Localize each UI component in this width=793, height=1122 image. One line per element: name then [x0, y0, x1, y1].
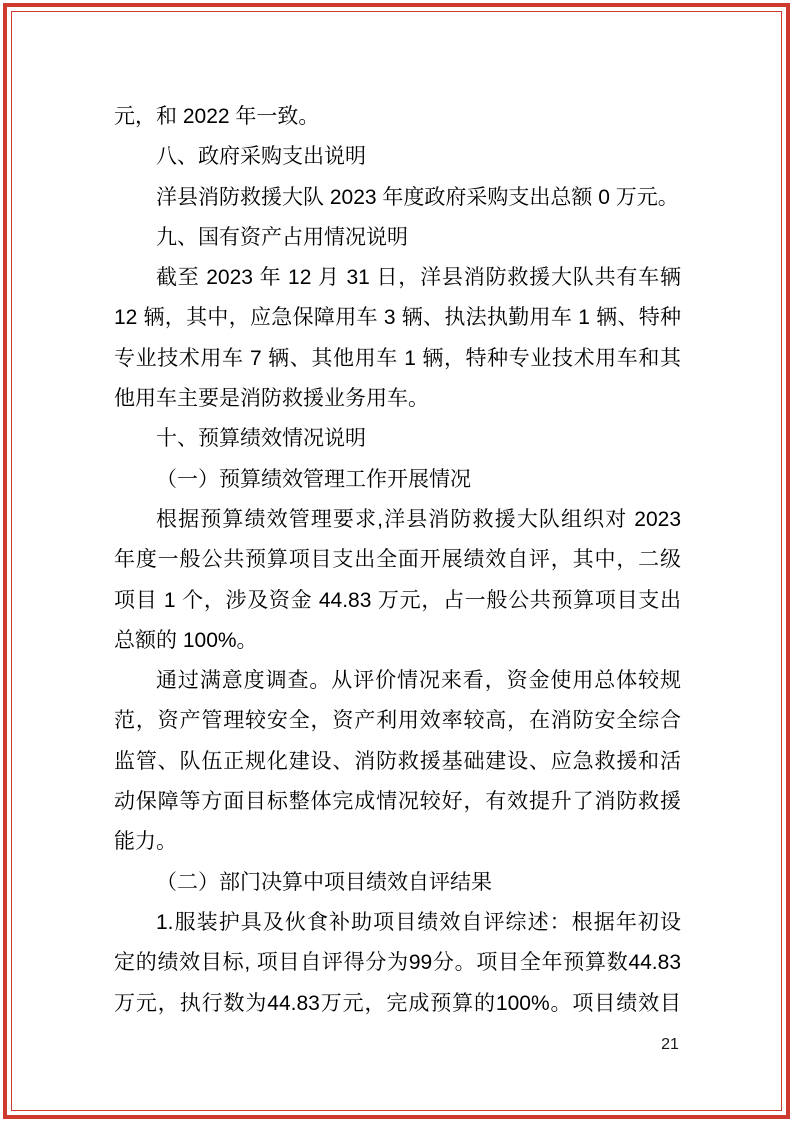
body-line: 范，资产管理较安全，资产利用效率较高，在消防安全综合 — [114, 709, 681, 733]
body-line: 监管、队伍正规化建设、消防救援基础建设、应急救援和活 — [114, 749, 681, 773]
heading-section-9: 九、国有资产占用情况说明 — [156, 225, 408, 249]
body-line: 根据预算绩效管理要求,洋县消防救援大队组织对 2023 — [156, 507, 681, 531]
body-line: 总额的 100%。 — [114, 628, 258, 652]
body-line: 项目 1 个，涉及资金 44.83 万元，占一般公共预算项目支出 — [114, 588, 681, 612]
body-line: 通过满意度调查。从评价情况来看，资金使用总体较规 — [156, 669, 681, 693]
body-line: 能力。 — [114, 830, 177, 854]
body-line: 截至 2023 年 12 月 31 日，洋县消防救援大队共有车辆 — [156, 266, 681, 290]
heading-section-10: 十、预算绩效情况说明 — [156, 427, 366, 451]
heading-subsection-2: （二）部门决算中项目绩效自评结果 — [156, 870, 492, 894]
body-line: 专业技术用车 7 辆、其他用车 1 辆，特种专业技术用车和其 — [114, 346, 681, 370]
heading-subsection-1: （一）预算绩效管理工作开展情况 — [156, 467, 471, 491]
heading-section-8: 八、政府采购支出说明 — [156, 145, 366, 169]
body-line: 1.服装护具及伙食补助项目绩效自评综述：根据年初设 — [156, 910, 681, 934]
body-line: 定的绩效目标, 项目自评得分为99分。项目全年预算数44.83 — [114, 951, 681, 975]
body-line: 年度一般公共预算项目支出全面开展绩效自评，其中，二级 — [114, 548, 681, 572]
body-line: 动保障等方面目标整体完成情况较好，有效提升了消防救援 — [114, 790, 681, 814]
body-line: 他用车主要是消防救援业务用车。 — [114, 387, 429, 411]
body-line: 元，和 2022 年一致。 — [114, 105, 320, 128]
body-line: 洋县消防救援大队 2023 年度政府采购支出总额 0 万元。 — [156, 185, 679, 209]
body-line: 万元，执行数为44.83万元，完成预算的100%。项目绩效目 — [114, 991, 681, 1015]
document-body — [114, 97, 681, 1024]
page-number: 21 — [661, 1036, 679, 1053]
body-line: 12 辆，其中，应急保障用车 3 辆、执法执勤用车 1 辆、特种 — [114, 306, 681, 330]
